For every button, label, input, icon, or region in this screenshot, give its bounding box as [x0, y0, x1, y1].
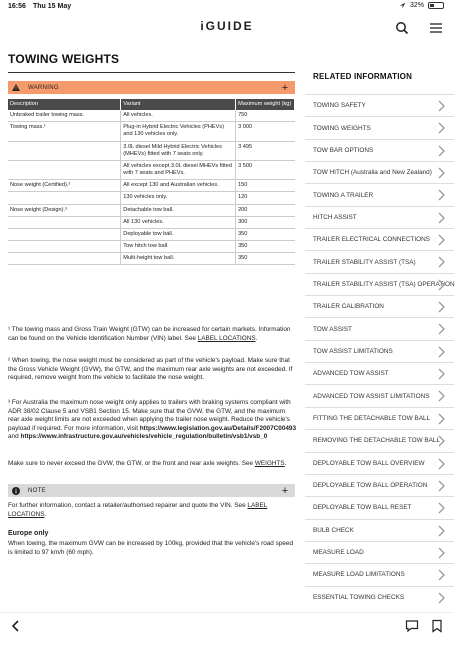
bottom-toolbar [0, 612, 454, 650]
related-item[interactable] [305, 295, 454, 317]
related-item[interactable] [305, 429, 454, 451]
table-cell-desc: Unbraked trailer towing mass. [8, 110, 121, 122]
battery-icon [428, 2, 444, 9]
chevron-right-icon [437, 368, 446, 380]
related-item[interactable] [305, 519, 454, 541]
related-item-label: TRAILER CALIBRATION [313, 303, 384, 311]
table-cell-desc [8, 141, 121, 160]
table-cell-value: 350 [236, 241, 295, 253]
table-cell-desc: Nose weight (Certified).² [8, 180, 121, 192]
page-title: TOWING WEIGHTS [8, 52, 120, 66]
footnote-3: ³ For Australia the maximum nose weight only applies to trailers with braking systems compliant with ADR 38/02 Clause 5 and VSB1 Section 15. Make sure that the GVW, the GTW, and the maximum rear axle weight limits are not exceeded when applying the trailer nose weight. Reduce the vehicle's payload if required. For more information, visit https://www.legislation.gov.au/Details/F2007C00493 and https://www.infrastructure.gov.au/vehicles/vehicle_regulation/bulletin/vsb1/vsb_0 [8, 399, 297, 441]
related-item[interactable] [305, 474, 454, 496]
towing-weights-table [8, 99, 295, 265]
table-header: Maximum weight (kg) [236, 99, 295, 110]
table-row [8, 141, 295, 160]
related-item-label: ADVANCED TOW ASSIST [313, 370, 389, 378]
table-header-row [8, 99, 295, 110]
related-item[interactable] [305, 541, 454, 563]
related-item[interactable] [305, 273, 454, 295]
table-row [8, 180, 295, 192]
table-header: Description [8, 99, 121, 110]
table-cell-value: 200 [236, 204, 295, 216]
table-row [8, 160, 295, 179]
related-item[interactable] [305, 362, 454, 384]
related-item[interactable] [305, 340, 454, 362]
related-item-label: FITTING THE DETACHABLE TOW BALL [313, 414, 431, 422]
status-date: Thu 15 May [33, 3, 72, 10]
chevron-right-icon [437, 212, 446, 224]
status-bar [0, 0, 454, 14]
related-item[interactable] [305, 116, 454, 138]
menu-icon[interactable] [429, 21, 443, 35]
footnote-2: ² When towing, the nose weight must be considered as part of the vehicle's payload. Make sure that the Gross Vehicle Weight (GVW), the GTW, and the maximum rear axle weights are not exceeded. If required, remove weight from the vehicle to facilitate the nose weight. [8, 357, 293, 382]
related-item[interactable] [305, 317, 454, 339]
related-item[interactable] [305, 183, 454, 205]
table-row [8, 204, 295, 216]
back-chevron-icon[interactable] [9, 619, 23, 633]
chevron-right-icon [437, 480, 446, 492]
related-item[interactable] [305, 452, 454, 474]
table-cell-value: 3 500 [236, 160, 295, 179]
warning-label: WARNING [28, 84, 59, 91]
table-cell-value: 150 [236, 180, 295, 192]
related-item[interactable] [305, 586, 454, 608]
chevron-right-icon [437, 413, 446, 425]
related-item[interactable] [305, 496, 454, 518]
chevron-right-icon [437, 323, 446, 335]
chevron-right-icon [437, 145, 446, 157]
main-content[interactable] [0, 42, 305, 612]
info-icon [10, 487, 22, 495]
table-cell-variant: Deployable tow ball. [121, 228, 236, 240]
table-cell-desc [8, 192, 121, 204]
note-label: NOTE [28, 487, 46, 494]
table-cell-desc [8, 160, 121, 179]
related-item-label: TRAILER STABILITY ASSIST (TSA) OPERATION [313, 280, 455, 288]
related-item[interactable] [305, 94, 454, 116]
related-item-label: TOWING WEIGHTS [313, 124, 371, 132]
related-item-label: TOW ASSIST LIMITATIONS [313, 347, 393, 355]
legislation-url[interactable]: https://www.legislation.gov.au/Details/F2007C00493 [139, 424, 297, 432]
europe-heading: Europe only [8, 530, 49, 537]
comment-icon[interactable] [405, 619, 419, 633]
related-item-label: BULB CHECK [313, 526, 354, 534]
europe-text: When towing, the maximum GVW can be increased by 100kg, provided that the vehicle's road speed is limited to 97 km/h (60 mph). [8, 540, 294, 556]
note-body: For further information, contact a retailer/authorised repairer and quote the VIN. See LABEL LOCATIONS. [8, 502, 268, 518]
related-item[interactable] [305, 228, 454, 250]
related-item-label: DEPLOYABLE TOW BALL RESET [313, 504, 412, 512]
table-cell-value: 3 495 [236, 141, 295, 160]
related-item-label: TRAILER ELECTRICAL CONNECTIONS [313, 236, 430, 244]
table-cell-desc: Nose weight (Design).³ [8, 204, 121, 216]
battery-percent: 32% [409, 2, 424, 9]
table-cell-desc [8, 228, 121, 240]
bookmark-icon[interactable] [430, 619, 444, 633]
related-item[interactable] [305, 250, 454, 272]
related-item[interactable] [305, 384, 454, 406]
related-item-label: MEASURE LOAD LIMITATIONS [313, 571, 405, 579]
table-cell-value: 350 [236, 228, 295, 240]
chevron-right-icon [437, 592, 446, 604]
footnote-4: Make sure to never exceed the GVW, the GTW, or the front and rear axle weights. See WEIGHTS. [8, 460, 287, 467]
related-item[interactable] [305, 206, 454, 228]
sidebar-heading: RELATED INFORMATION [313, 72, 413, 81]
related-item-label: DEPLOYABLE TOW BALL OPERATION [313, 482, 428, 490]
table-row [8, 253, 295, 265]
table-row [8, 216, 295, 228]
related-item-label: HITCH ASSIST [313, 213, 357, 221]
table-cell-variant: 130 vehicles only. [121, 192, 236, 204]
note-banner[interactable] [8, 484, 295, 497]
related-item-label: TOW HITCH (Australia and New Zealand) [313, 169, 432, 177]
table-cell-variant: Multi-height tow ball. [121, 253, 236, 265]
chevron-right-icon [437, 525, 446, 537]
table-cell-value: 3 000 [236, 122, 295, 141]
table-row [8, 241, 295, 253]
related-item-label: REMOVING THE DETACHABLE TOW BALL [313, 437, 441, 445]
table-cell-variant: Detachable tow ball. [121, 204, 236, 216]
status-time: 16:56 [8, 3, 26, 10]
chevron-right-icon [437, 435, 446, 447]
table-cell-value: 300 [236, 216, 295, 228]
chevron-right-icon [437, 279, 446, 291]
chevron-right-icon [437, 100, 446, 112]
table-cell-variant: All except 130 and Australian vehicles. [121, 180, 236, 192]
status-right [399, 2, 444, 9]
location-icon [399, 2, 406, 9]
related-item-label: TRAILER STABILITY ASSIST (TSA) [313, 258, 416, 266]
related-item-label: ADVANCED TOW ASSIST LIMITATIONS [313, 392, 430, 400]
chevron-right-icon [437, 122, 446, 134]
note-expand-icon[interactable]: + [281, 484, 289, 497]
table-row [8, 192, 295, 204]
related-item[interactable] [305, 161, 454, 183]
label-locations-link[interactable]: LABEL LOCATIONS [197, 334, 256, 342]
chevron-right-icon [437, 167, 446, 179]
table-row [8, 110, 295, 122]
footnote-1: ¹ The towing mass and Gross Train Weight (GTW) can be increased for certain markets. Information can be found on the Vehicle Identification Number (VIN) label. See LABEL LOCATIONS. [8, 326, 291, 342]
table-cell-desc [8, 253, 121, 265]
related-item[interactable] [305, 139, 454, 161]
chevron-right-icon [437, 189, 446, 201]
label-locations-link[interactable]: LABEL LOCATIONS [8, 502, 268, 518]
table-cell-variant: All 130 vehicles. [121, 216, 236, 228]
chevron-right-icon [437, 390, 446, 402]
table-cell-value: 120 [236, 192, 295, 204]
table-cell-variant: Tow hitch tow ball. [121, 241, 236, 253]
chevron-right-icon [437, 234, 446, 246]
chevron-right-icon [437, 346, 446, 358]
related-item-label: MEASURE LOAD [313, 549, 364, 557]
table-cell-desc [8, 241, 121, 253]
table-header: Variant [121, 99, 236, 110]
related-list [305, 94, 454, 608]
chevron-right-icon [437, 256, 446, 268]
related-item[interactable] [305, 407, 454, 429]
related-item-label: TOW ASSIST [313, 325, 352, 333]
search-icon[interactable] [395, 21, 409, 35]
table-row [8, 228, 295, 240]
related-information-sidebar[interactable] [305, 42, 454, 612]
infrastructure-url[interactable]: https://www.infrastructure.gov.au/vehicles/vehicle_regulation/bulletin/vsb1/vsb_0 [20, 433, 268, 441]
weights-link[interactable]: WEIGHTS [254, 460, 285, 467]
warning-expand-icon[interactable]: + [281, 81, 289, 94]
table-row [8, 122, 295, 141]
related-item-label: TOWING A TRAILER [313, 191, 374, 199]
table-cell-desc: Towing mass.¹ [8, 122, 121, 141]
chevron-right-icon [437, 547, 446, 559]
related-item-label: TOWING SAFETY [313, 102, 366, 110]
app-title: iGUIDE [200, 19, 254, 33]
table-cell-variant: Plug-in Hybrid Electric Vehicles (PHEVs) and 130 vehicles only. [121, 122, 236, 141]
related-item-label: DEPLOYABLE TOW BALL OVERVIEW [313, 459, 425, 467]
warning-banner[interactable] [8, 81, 295, 94]
table-cell-value: 750 [236, 110, 295, 122]
related-item-label: ESSENTIAL TOWING CHECKS [313, 593, 405, 601]
chevron-right-icon [437, 569, 446, 581]
table-cell-variant: All vehicles except 3.0L diesel MHEVs fitted with 7 seats and PHEVs. [121, 160, 236, 179]
chevron-right-icon [437, 301, 446, 313]
table-cell-value: 350 [236, 253, 295, 265]
related-item-label: TOW BAR OPTIONS [313, 146, 374, 154]
title-divider [8, 72, 295, 73]
related-item[interactable] [305, 563, 454, 585]
table-cell-variant: 3.0L diesel Mild Hybrid Electric Vehicles (MHEVs) fitted with 7 seats only. [121, 141, 236, 160]
app-header [0, 14, 454, 42]
warning-icon [10, 84, 22, 91]
table-cell-variant: All vehicles. [121, 110, 236, 122]
chevron-right-icon [437, 502, 446, 514]
chevron-right-icon [437, 458, 446, 470]
table-cell-desc [8, 216, 121, 228]
